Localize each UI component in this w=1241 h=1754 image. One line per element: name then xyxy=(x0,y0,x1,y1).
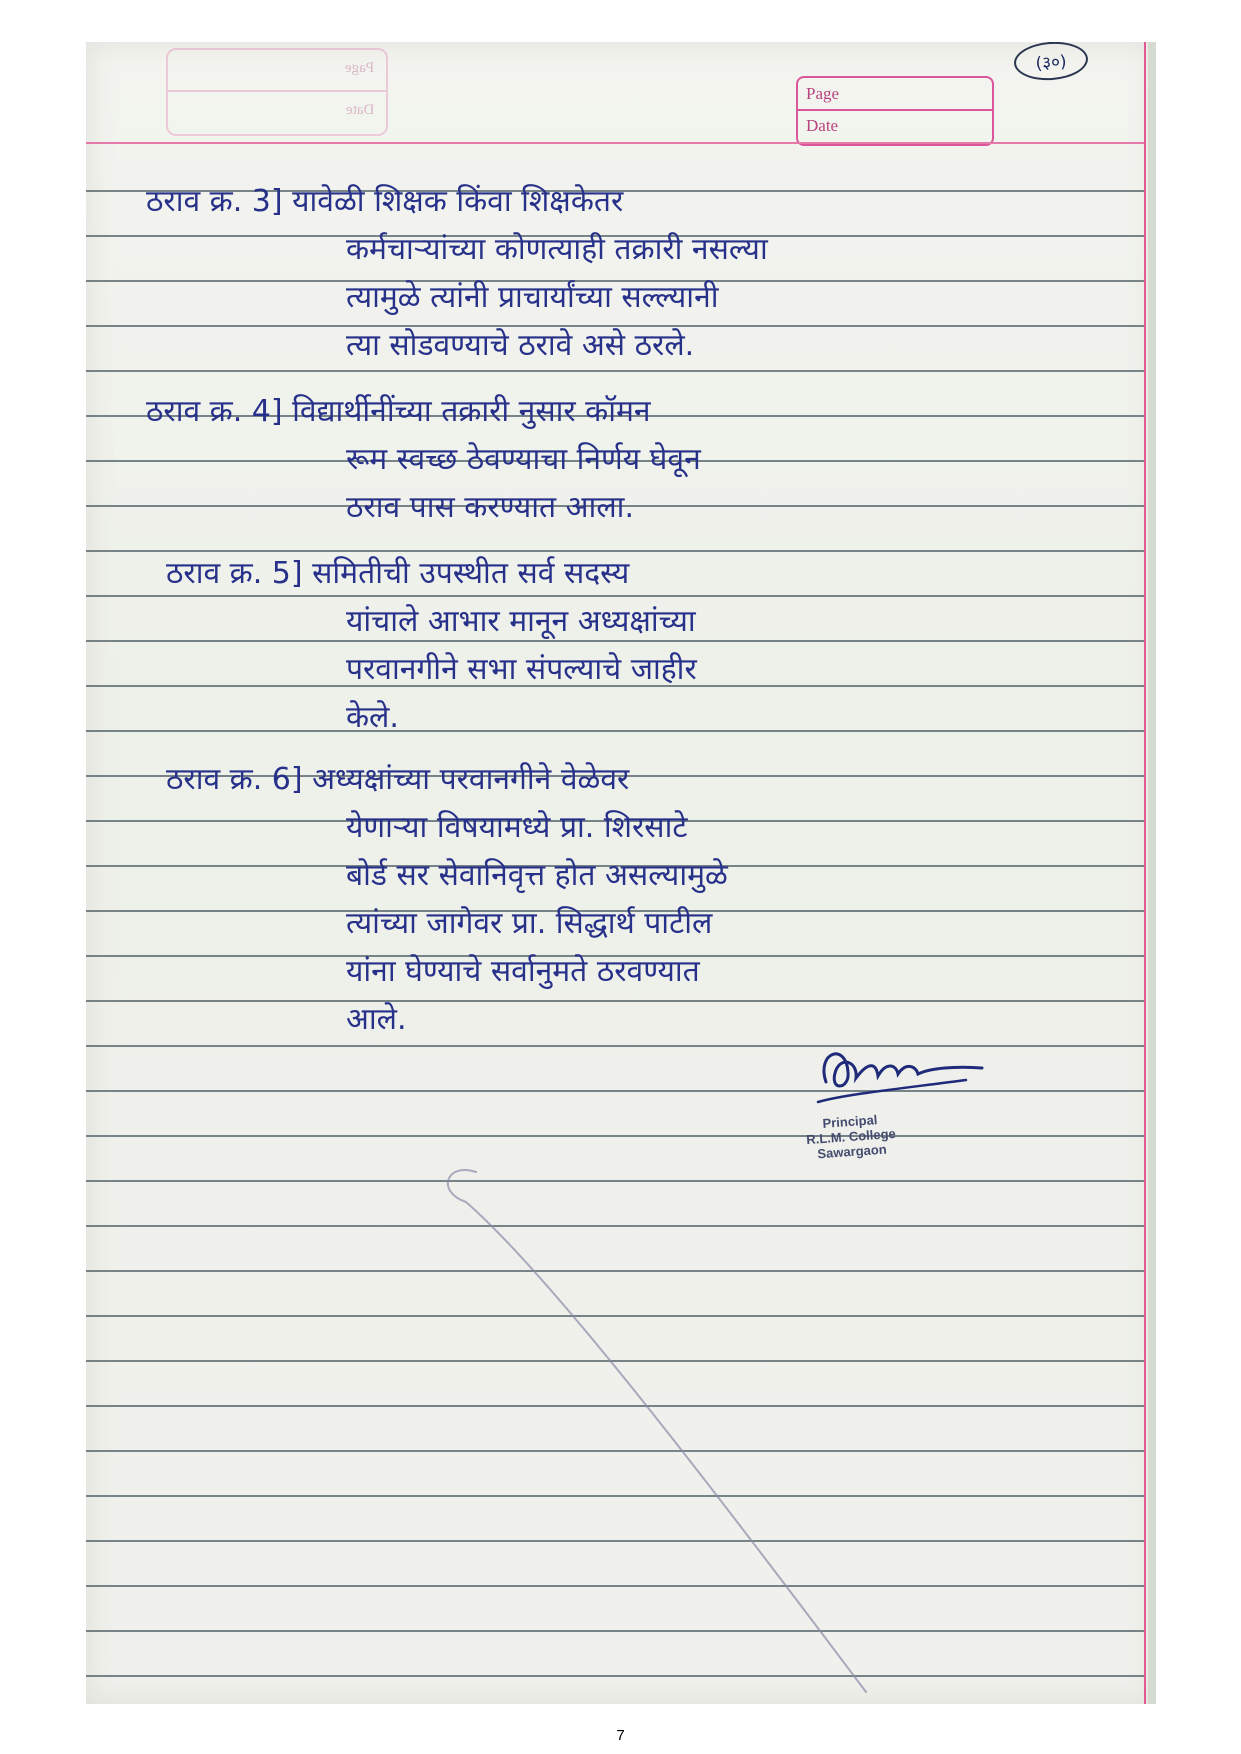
resolution-6 xyxy=(166,756,728,1044)
ghost-date-label: Date xyxy=(345,102,374,118)
page-label: Page xyxy=(806,84,840,103)
ghost-page-label: Page xyxy=(344,60,374,76)
margin-line xyxy=(1144,42,1146,1704)
resolution-line: त्या सोडवण्याचे ठरावे असे ठरले. xyxy=(346,328,695,363)
date-label: Date xyxy=(806,116,839,135)
page-date-box xyxy=(796,76,994,146)
stamp-college: R.L.M. College xyxy=(805,1125,897,1148)
resolution-line: यांना घेण्याचे सर्वानुमते ठरवण्यात xyxy=(346,954,700,989)
resolution-line: त्यांच्या जागेवर प्रा. सिद्धार्थ पाटील xyxy=(346,906,713,941)
ruled-line xyxy=(86,1090,1146,1092)
resolution-line: ठराव पास करण्यात आला. xyxy=(346,490,634,525)
resolution-line: यांचाले आभार मानून अध्यक्षांच्या xyxy=(346,604,696,639)
page-edge xyxy=(1148,42,1156,1704)
ghost-page-date-box xyxy=(166,48,388,136)
principal-signature xyxy=(806,1032,986,1112)
resolution-line: कर्मचाऱ्यांच्या कोणत्याही तक्रारी नसल्या xyxy=(346,232,768,267)
resolution-5 xyxy=(166,550,697,742)
stamp-place: Sawargaon xyxy=(816,1141,888,1162)
ruled-line xyxy=(86,370,1146,372)
resolution-line: आले. xyxy=(346,1002,407,1037)
notebook-page xyxy=(86,42,1156,1704)
resolution-line: केले. xyxy=(346,700,399,735)
ruled-line xyxy=(86,1045,1146,1047)
stamp-title: Principal xyxy=(822,1112,878,1131)
stray-pen-stroke xyxy=(426,1152,946,1704)
resolution-line: ठराव क्र. 6] अध्यक्षांच्या परवानगीने वेळेवर xyxy=(166,762,630,797)
resolution-line: त्यामुळे त्यांनी प्राचार्यांच्या सल्ल्यानी xyxy=(346,280,719,315)
header-rule xyxy=(86,142,1146,144)
footer-page-number: 7 xyxy=(616,1727,625,1744)
resolution-3 xyxy=(146,178,768,370)
resolution-line: ठराव क्र. 3] यावेळी शिक्षक किंवा शिक्षकेतर xyxy=(146,184,624,219)
resolution-4 xyxy=(146,388,701,532)
resolution-line: ठराव क्र. 5] समितीची उपस्थीत सर्व सदस्य xyxy=(166,556,630,591)
resolution-line: बोर्ड सर सेवानिवृत्त होत असल्यामुळे xyxy=(346,858,728,893)
ruled-line xyxy=(86,1135,1146,1137)
circled-page-number: (३०) xyxy=(1013,42,1089,83)
resolution-line: परवानगीने सभा संपल्याचे जाहीर xyxy=(346,652,697,687)
resolution-line: रूम स्वच्छ ठेवण्याचा निर्णय घेवून xyxy=(346,442,701,477)
resolution-line: ठराव क्र. 4] विद्यार्थीनींच्या तक्रारी नुसार कॉमन xyxy=(146,394,651,429)
resolution-line: येणाऱ्या विषयामध्ये प्रा. शिरसाटे xyxy=(346,810,688,845)
